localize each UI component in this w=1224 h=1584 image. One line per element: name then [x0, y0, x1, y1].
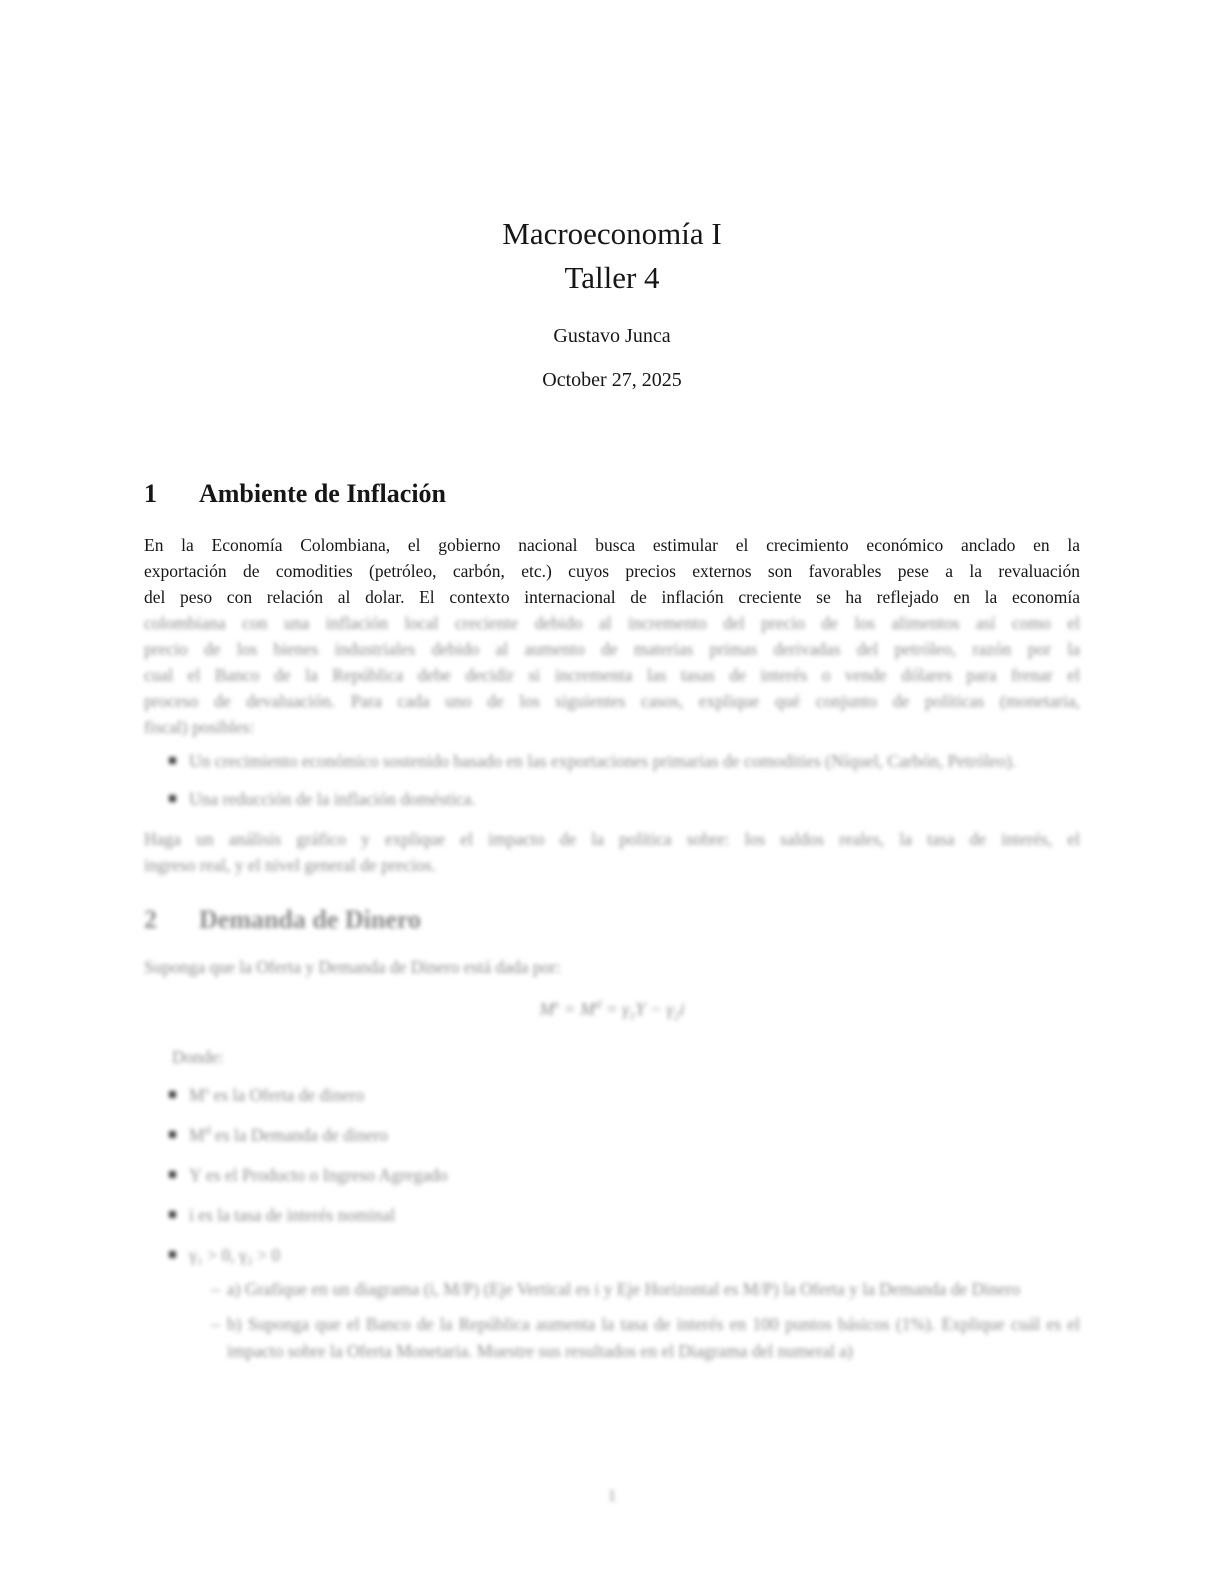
- section-2-number: 2: [144, 905, 157, 934]
- intro-paragraph-clear-lines: [144, 532, 1080, 610]
- paragraph-line: del peso con relación al dolar. El contexto internacional de inflación creciente se ha reflejado en la economía: [144, 587, 1080, 607]
- equation-term: = γ: [601, 999, 630, 1019]
- policy-bullet-list: [144, 748, 1080, 812]
- where-label: Donde:: [172, 1047, 224, 1067]
- bullet-icon: [169, 795, 176, 802]
- equation-subscript: 2: [673, 1008, 680, 1023]
- sub-list-item: [144, 1276, 1080, 1303]
- document-subtitle: Taller 4: [564, 260, 660, 295]
- dash-icon: –: [211, 1279, 220, 1299]
- paragraph-line-blurred: cual el Banco de la República debe decidir si incrementa las tasas de interés o vende dólares para frenar el: [144, 665, 1080, 685]
- paragraph-line-blurred: colombiana con una inflación local creciente debido al incremento del precio de los alimentos así como el: [144, 613, 1080, 633]
- list-item-text: Una reducción de la inflación doméstica.: [189, 789, 476, 809]
- variable-description: es la Oferta de dinero: [209, 1085, 365, 1105]
- variables-bullet-list: [144, 1082, 1080, 1268]
- list-item: [144, 1122, 1080, 1148]
- section-1-title: Ambiente de Inflación: [199, 479, 446, 508]
- list-item: [144, 786, 1080, 812]
- equation-term: Y − γ: [635, 999, 674, 1019]
- document-date: October 27, 2025: [542, 369, 682, 391]
- variable-description: es la tasa de interés nominal: [193, 1205, 396, 1225]
- list-item: [144, 1082, 1080, 1108]
- paragraph-line-blurred: Haga un análisis gráfico y explique el impacto de la política sobre: los saldos reales, la tasa de interés, el: [144, 829, 1080, 849]
- bullet-icon: [169, 1251, 176, 1258]
- section-2-title: Demanda de Dinero: [199, 905, 421, 934]
- paragraph-line: exportación de comodities (petróleo, carbón, etc.) cuyos precios externos son favorables pese a la revaluación: [144, 561, 1080, 581]
- sub-list-item: [144, 1311, 1080, 1365]
- section-1-heading: [144, 478, 1080, 510]
- section-1-number: 1: [144, 479, 157, 508]
- paragraph-line-blurred: proceso de devaluación. Para cada uno de los siguientes casos, explique qué conjunto de políticas (monetaria,: [144, 691, 1080, 711]
- variable-symbol: γ₁ > 0, γ₂ > 0: [189, 1245, 281, 1265]
- variable-description: es la Demanda de dinero: [210, 1125, 388, 1145]
- document-content: [144, 216, 1080, 1365]
- equation-subscript: 1: [629, 1008, 636, 1023]
- variable-symbol: M: [189, 1085, 205, 1105]
- list-item-text: Un crecimiento económico sostenido basado en las exportaciones primarias de comodities (Níquel, Carbón, Petróleo).: [189, 751, 1017, 771]
- bullet-icon: [169, 1091, 176, 1098]
- bullet-icon: [169, 1211, 176, 1218]
- variable-symbol: Y: [189, 1165, 202, 1185]
- bullet-icon: [169, 1171, 176, 1178]
- paragraph-line: En la Economía Colombiana, el gobierno nacional busca estimular el crecimiento económico anclado en la: [144, 535, 1080, 555]
- bullet-icon: [169, 1131, 176, 1138]
- list-item: [144, 1162, 1080, 1188]
- equation-term: M: [539, 999, 555, 1019]
- paragraph-line-blurred: precio de los bienes industriales debido al aumento de materias primas derivadas del petróleo, razón por la: [144, 639, 1080, 659]
- paragraph-line-blurred: fiscal) posibles:: [144, 717, 255, 737]
- sub-item-text: b) Suponga que el Banco de la República aumenta la tasa de interés en 100 puntos básicos (1%). Explique cuál es el impacto sobre la Oferta Monetaria. Muestre sus resultados en el Diagrama del numeral a): [227, 1314, 1080, 1361]
- intro-paragraph-blurred-lines: [144, 610, 1080, 740]
- page-number: 1: [607, 1486, 617, 1505]
- analysis-paragraph: [144, 826, 1080, 878]
- variable-superscript: d: [204, 1123, 211, 1138]
- document-title: Macroeconomía I: [502, 216, 722, 251]
- bullet-icon: [169, 757, 176, 764]
- variable-description: es el Producto o Ingreso Agregado: [201, 1165, 448, 1185]
- list-item: [144, 1202, 1080, 1228]
- intro-paragraph: [144, 532, 1080, 740]
- money-demand-intro: Suponga que la Oferta y Demanda de Dinero está dada por:: [144, 957, 561, 977]
- dash-icon: –: [211, 1314, 220, 1334]
- paragraph-line-blurred: ingreso real, y el nivel general de precios.: [144, 855, 437, 875]
- variable-superscript: s: [204, 1083, 210, 1098]
- question-sublist: [144, 1276, 1080, 1365]
- list-item: [144, 1242, 1080, 1268]
- sub-item-text: a) Grafique en un diagrama (i, M/P) (Eje Vertical es i y Eje Horizontal es M/P) la Oferta y la Demanda de Dinero: [227, 1279, 1021, 1299]
- equation-term: = M: [559, 999, 596, 1019]
- author-name: Gustavo Junca: [553, 325, 671, 347]
- variable-symbol: i: [189, 1205, 194, 1225]
- equation-superscript: d: [595, 997, 602, 1011]
- money-equation: [144, 996, 1080, 1022]
- equation-term: i: [679, 999, 685, 1019]
- list-item: [144, 748, 1080, 774]
- variable-symbol: M: [189, 1125, 205, 1145]
- equation-superscript: s: [554, 997, 559, 1011]
- section-2-heading: [144, 904, 1080, 936]
